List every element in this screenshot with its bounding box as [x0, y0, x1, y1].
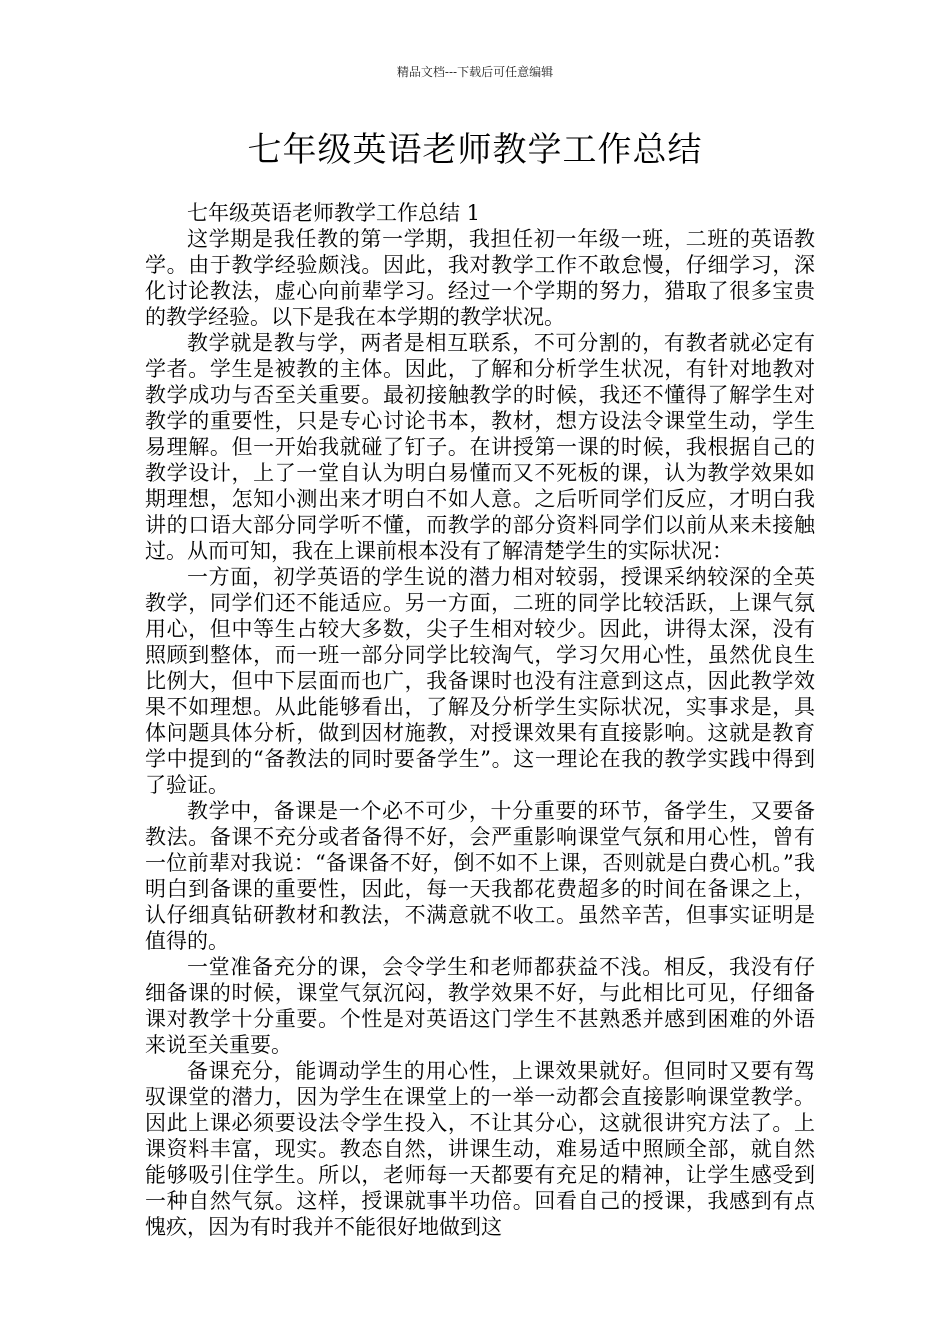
document-title: 七年级英语老师教学工作总结 [247, 130, 703, 170]
body-paragraph: 这学期是我任教的第一学期，我担任初一年级一班，二班的英语教学。由于教学经验颇浅。因此，我对教学工作不敢怠慢，仔细学习，深化讨论教法，虚心向前辈学习。经过一个学期的努力，猎取了很多宝贵的教学经验。以下是我在本学期的教学状况。 [145, 227, 815, 329]
body-paragraph: 一堂准备充分的课，会令学生和老师都获益不浅。相反，我没有仔细备课的时候，课堂气氛沉闷，教学效果不好，与此相比可见，仔细备课对教学十分重要。个性是对英语这门学生不甚熟悉并感到困难的外语来说至关重要。 [145, 955, 815, 1057]
subtitle-paragraph: 七年级英语老师教学工作总结 1 [187, 201, 481, 225]
document-body [145, 200, 815, 1240]
body-paragraph: 教学就是教与学，两者是相互联系，不可分割的，有教者就必定有学者。学生是被教的主体。因此，了解和分析学生状况，有针对地教对教学成功与否至关重要。最初接触教学的时候，我还不懂得了解学生对教学的重要性，只是专心讨论书本，教材，想方设法令课堂生动，学生易理解。但一开始我就碰了钉子。在讲授第一课的时候，我根据自己的教学设计，上了一堂自认为明白易懂而又不死板的课，认为教学效果如期理想，怎知小测出来才明白不如人意。之后听同学们反应，才明白我讲的口语大部分同学听不懂，而教学的部分资料同学们以前从来未接触过。从而可知，我在上课前根本没有了解清楚学生的实际状况： [145, 331, 815, 563]
body-paragraph: 一方面，初学英语的学生说的潜力相对较弱，授课采纳较深的全英教学，同学们还不能适应。另一方面，二班的同学比较活跃，上课气氛用心，但中等生占较大多数，尖子生相对较少。因此，讲得太深，没有照顾到整体，而一班一部分同学比较淘气，学习欠用心性，虽然优良生比例大，但中下层面而也广，我备课时也没有注意到这点，因此教学效果不如理想。从此能够看出，了解及分析学生实际状况，实事求是，具体问题具体分析，做到因材施教，对授课效果有直接影响。这就是教育学中提到的“备教法的同时要备学生”。这一理论在我的教学实践中得到了验证。 [145, 565, 815, 797]
body-paragraph: 备课充分，能调动学生的用心性，上课效果就好。但同时又要有驾驭课堂的潜力，因为学生在课堂上的一举一动都会直接影响课堂教学。因此上课必须要设法令学生投入，不让其分心，这就很讲究方法了。上课资料丰富，现实。教态自然，讲课生动，难易适中照顾全部，就自然能够吸引住学生。所以，老师每一天都要有充足的精神，让学生感受到一种自然气氛。这样，授课就事半功倍。回看自己的授课，我感到有点愧疚，因为有时我并不能很好地做到这 [145, 1059, 815, 1239]
header-note: 精品文档---下载后可任意编辑 [396, 65, 554, 79]
body-paragraph: 教学中，备课是一个必不可少，十分重要的环节，备学生，又要备教法。备课不充分或者备得不好，会严重影响课堂气氛和用心性，曾有一位前辈对我说：“备课备不好，倒不如不上课，否则就是白费心机。”我明白到备课的重要性，因此，每一天我都花费超多的时间在备课之上，认仔细真钻研教材和教法，不满意就不收工。虽然辛苦，但事实证明是值得的。 [145, 799, 815, 953]
